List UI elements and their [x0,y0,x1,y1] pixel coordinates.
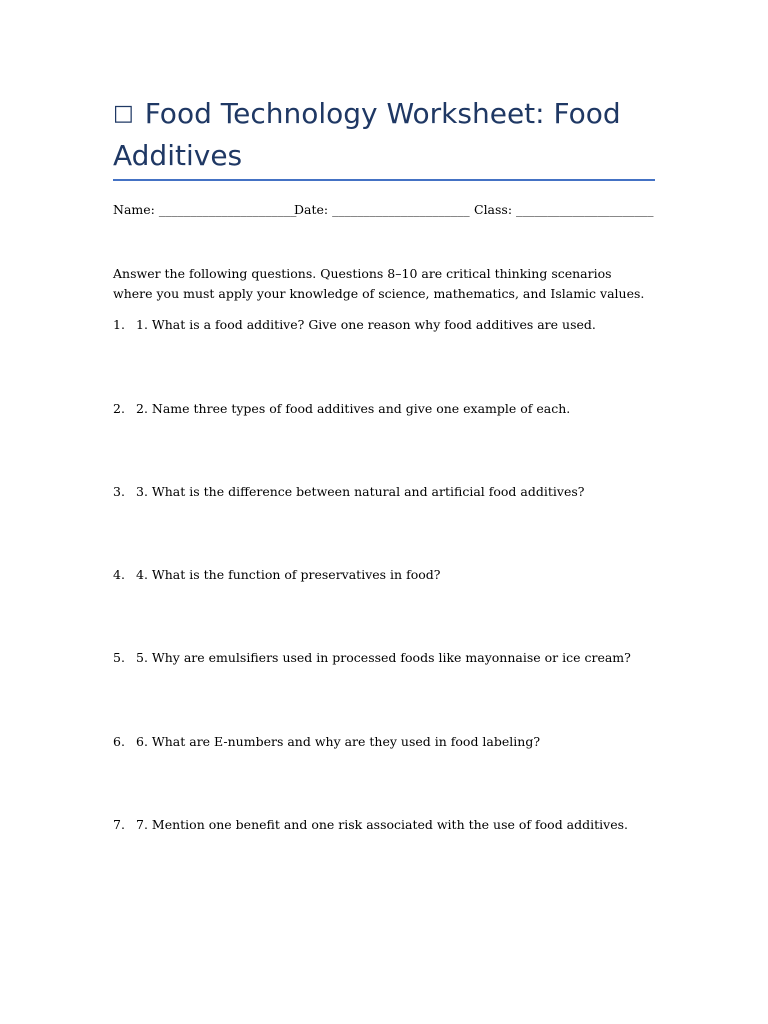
title-glyph-icon: □ [113,101,134,126]
instructions-paragraph: Answer the following questions. Questions 8–10 are critical thinking scenarios where you must apply your knowledge of science, mathematics, and Islamic values. [113,266,645,301]
question-number: 6. [113,734,125,749]
question-text: 5. Why are emulsifiers used in processed foods like mayonnaise or ice cream? [136,650,631,665]
question-number: 4. [113,567,125,582]
question-text: 6. What are E-numbers and why are they used in food labeling? [136,734,541,749]
question-text: 7. Mention one benefit and one risk associated with the use of food additives. [136,817,628,832]
class-field: Class: ______________________ [474,202,654,217]
date-field: Date: ______________________ [294,202,470,217]
question-text: 4. What is the function of preservatives in food? [136,567,441,582]
question-number: 1. [113,317,125,332]
question-number: 2. [113,401,125,416]
question-number: 5. [113,650,125,665]
question-text: 1. What is a food additive? Give one reason why food additives are used. [136,317,596,332]
question-number: 3. [113,484,125,499]
question-text: 2. Name three types of food additives and give one example of each. [136,401,571,416]
name-field: Name: ______________________ [113,202,297,217]
title-divider [113,179,655,181]
worksheet-title-text: Food Technology Worksheet: Food Additives [113,97,621,172]
question-text: 3. What is the difference between natural and artificial food additives? [136,484,585,499]
worksheet-title [113,93,655,177]
question-number: 7. [113,817,125,832]
